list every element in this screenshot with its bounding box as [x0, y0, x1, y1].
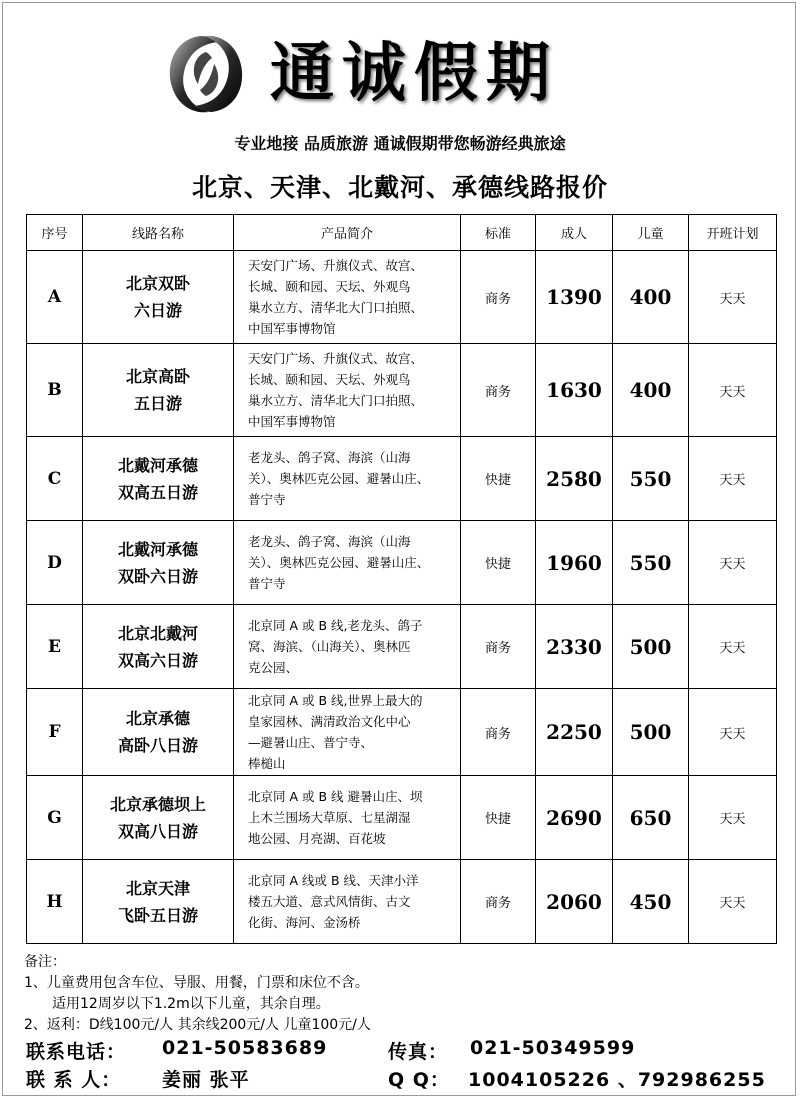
column-header: 线路名称 [83, 215, 234, 251]
route-name: 北京高卧 五日游 [83, 344, 234, 437]
note-line: 适用12周岁以下1.2m以下儿童，其余自理。 [52, 996, 330, 1012]
table-row [27, 776, 777, 860]
column-header: 儿童 [613, 215, 689, 251]
route-standard: 商务 [461, 860, 536, 944]
brand-title: 通诚假期 [270, 37, 558, 111]
route-intro: 北京同 A 或 B 线,世界上最大的 皇家园林、满清政治文化中心 —避暑山庄、普宁寺、 棒槌山 [234, 689, 461, 776]
schedule: 天天 [689, 437, 777, 521]
route-intro: 北京同 A 或 B 线,老龙头、鸽子 窝、海滨、（山海关）、奥林匹 克公园、 [234, 605, 461, 689]
route-intro: 天安门广场、升旗仪式、故宫、 长城、颐和园、天坛、外观鸟 巢水立方、清华北大门口拍照、 中国军事博物馆 [234, 344, 461, 437]
schedule: 天天 [689, 860, 777, 944]
route-code: B [27, 344, 83, 437]
fax-number: 021-50349599 [470, 1037, 636, 1059]
route-standard: 快捷 [461, 521, 536, 605]
table-row [27, 251, 777, 344]
route-standard: 商务 [461, 344, 536, 437]
column-header: 产品简介 [234, 215, 461, 251]
swirl-logo-icon [160, 30, 252, 118]
column-header: 序号 [27, 215, 83, 251]
route-code: C [27, 437, 83, 521]
child-price: 550 [613, 521, 689, 605]
child-price: 500 [613, 689, 689, 776]
logo [160, 30, 640, 120]
route-code: D [27, 521, 83, 605]
table-row [27, 605, 777, 689]
table-row [27, 521, 777, 605]
route-intro: 天安门广场、升旗仪式、故宫、 长城、颐和园、天坛、外观鸟 巢水立方、清华北大门口拍照、 中国军事博物馆 [234, 251, 461, 344]
schedule: 天天 [689, 605, 777, 689]
route-name: 北京北戴河 双高六日游 [83, 605, 234, 689]
schedule: 天天 [689, 344, 777, 437]
table-row [27, 860, 777, 944]
adult-price: 1390 [536, 251, 613, 344]
route-standard: 快捷 [461, 437, 536, 521]
adult-price: 2250 [536, 689, 613, 776]
route-name: 北戴河承德 双高五日游 [83, 437, 234, 521]
child-price: 500 [613, 605, 689, 689]
table-row [27, 689, 777, 776]
fax-label: 传真： [388, 1041, 449, 1063]
adult-price: 1630 [536, 344, 613, 437]
note-line: 2、返利：D线100元/人 其余线200元/人 儿童100元/人 [24, 1017, 371, 1033]
notes-title: 备注： [24, 954, 66, 970]
route-name: 北京双卧 六日游 [83, 251, 234, 344]
schedule: 天天 [689, 251, 777, 344]
adult-price: 2060 [536, 860, 613, 944]
route-name: 北京承德 高卧八日游 [83, 689, 234, 776]
route-name: 北京天津 飞卧五日游 [83, 860, 234, 944]
qq-number: 1004105226 、792986255 [468, 1069, 766, 1091]
schedule: 天天 [689, 521, 777, 605]
route-intro: 北京同 A 或 B 线 避暑山庄、坝 上木兰围场大草原、七星湖湿 地公园、月亮湖、百花坡 [234, 776, 461, 860]
price-table [26, 214, 777, 944]
schedule: 天天 [689, 689, 777, 776]
page-title: 北京、天津、北戴河、承德线路报价 [191, 173, 608, 202]
route-code: E [27, 605, 83, 689]
column-header: 开班计划 [689, 215, 777, 251]
child-price: 400 [613, 344, 689, 437]
child-price: 450 [613, 860, 689, 944]
route-standard: 商务 [461, 689, 536, 776]
table-row [27, 344, 777, 437]
route-standard: 商务 [461, 251, 536, 344]
phone-label: 联系电话： [26, 1041, 127, 1063]
contact-person-label: 联 系 人： [26, 1069, 122, 1091]
adult-price: 2330 [536, 605, 613, 689]
qq-label: Q Q： [388, 1069, 450, 1091]
adult-price: 2580 [536, 437, 613, 521]
route-intro: 老龙头、鸽子窝、海滨（山海 关）、奥林匹克公园、避暑山庄、 普宁寺 [234, 437, 461, 521]
slogan: 专业地接 品质旅游 通诚假期带您畅游经典旅途 [234, 134, 566, 153]
adult-price: 2690 [536, 776, 613, 860]
adult-price: 1960 [536, 521, 613, 605]
route-standard: 快捷 [461, 776, 536, 860]
route-code: H [27, 860, 83, 944]
notes [24, 952, 371, 1036]
route-name: 北京承德坝上 双高八日游 [83, 776, 234, 860]
table-header-row [27, 215, 777, 251]
child-price: 400 [613, 251, 689, 344]
route-code: G [27, 776, 83, 860]
contact-persons: 姜丽 张平 [162, 1069, 250, 1091]
table-row [27, 437, 777, 521]
child-price: 650 [613, 776, 689, 860]
route-name: 北戴河承德 双卧六日游 [83, 521, 234, 605]
route-standard: 商务 [461, 605, 536, 689]
column-header: 成人 [536, 215, 613, 251]
route-code: F [27, 689, 83, 776]
schedule: 天天 [689, 776, 777, 860]
route-intro: 老龙头、鸽子窝、海滨（山海 关）、奥林匹克公园、避暑山庄、 普宁寺 [234, 521, 461, 605]
phone-number: 021-50583689 [162, 1037, 328, 1059]
child-price: 550 [613, 437, 689, 521]
route-intro: 北京同 A 线或 B 线、天津小洋 楼五大道、意式风情街、古文 化街、海河、金汤桥 [234, 860, 461, 944]
column-header: 标准 [461, 215, 536, 251]
route-code: A [27, 251, 83, 344]
note-line: 1、儿童费用包含车位、导服、用餐，门票和床位不含。 [24, 975, 369, 991]
